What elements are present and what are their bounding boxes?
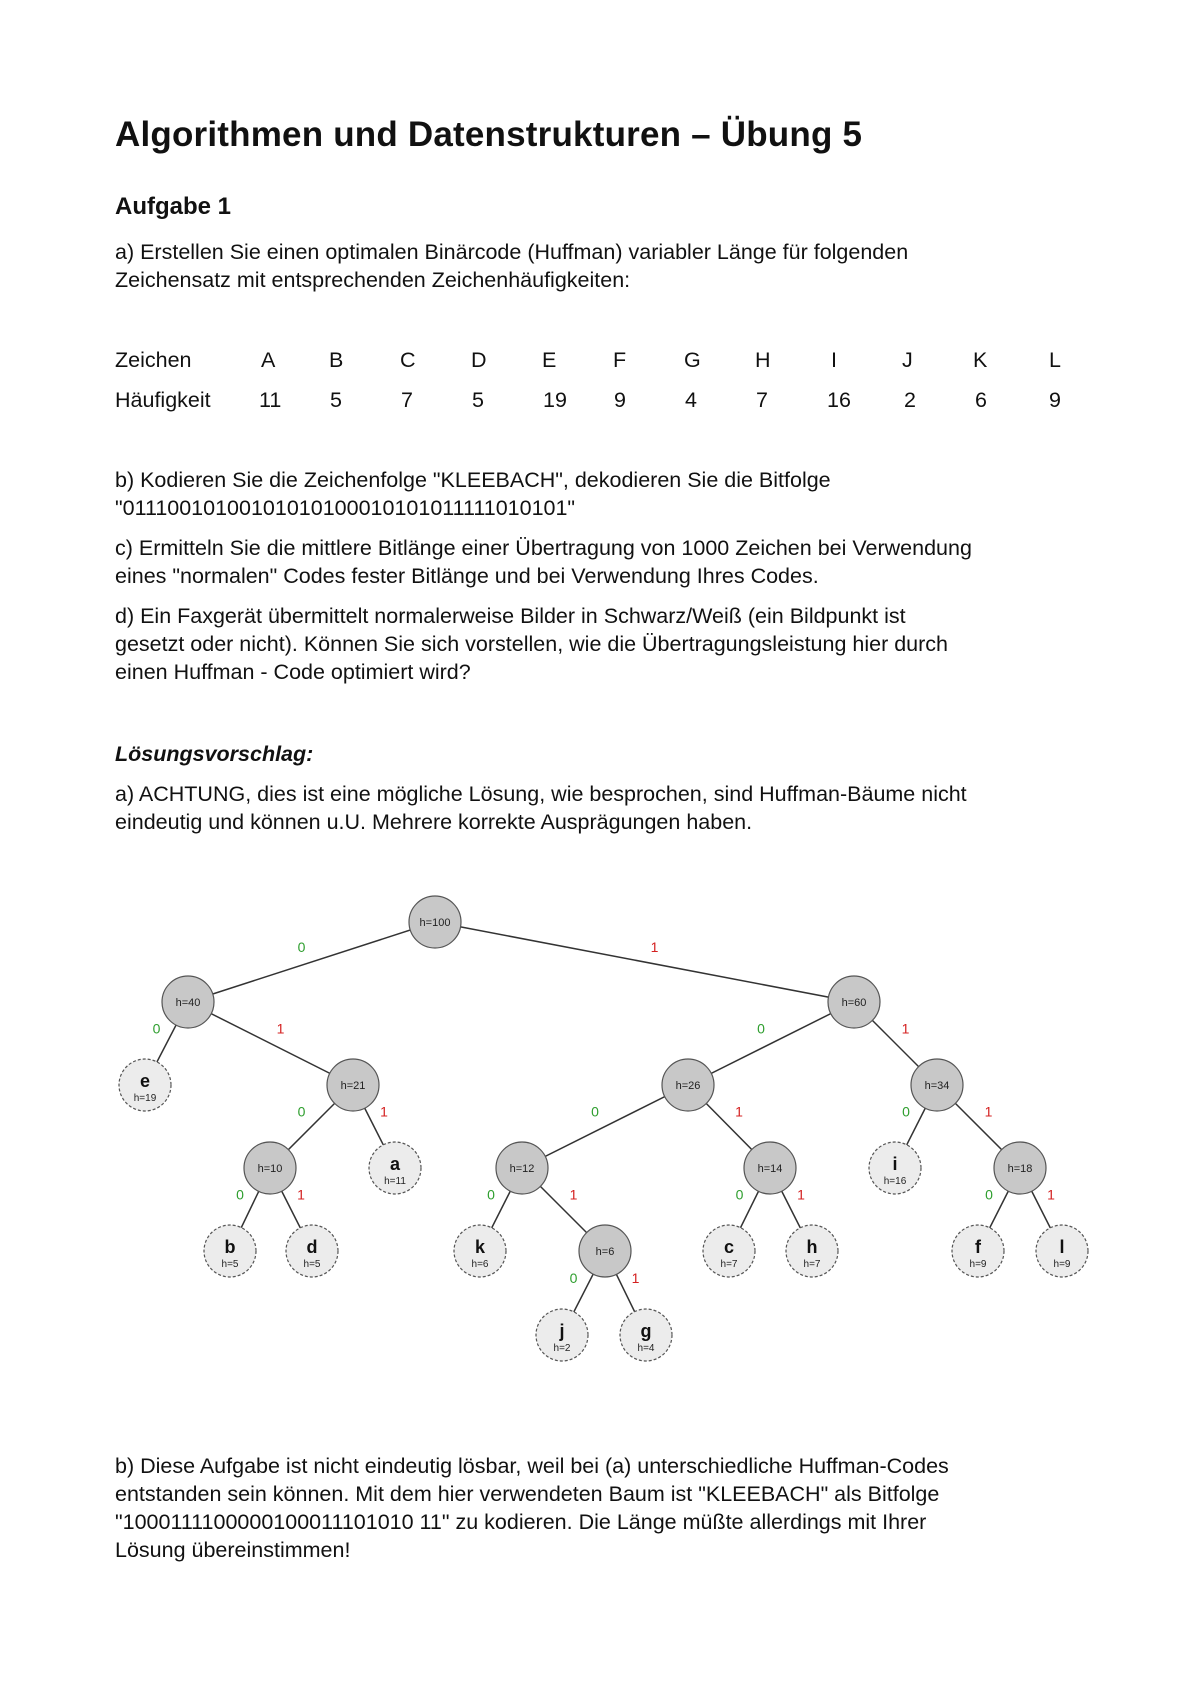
edge-bit-label: 1 (1047, 1186, 1055, 1203)
edge-bit-label: 0 (236, 1186, 244, 1203)
table-cell: K (973, 348, 988, 372)
edge-bit-label: 1 (901, 1020, 910, 1037)
table-cell: J (902, 348, 913, 372)
task-d-line: gesetzt oder nicht). Können Sie sich vorstellen, wie die Übertragungsleistung hier durch (115, 632, 948, 656)
leaf-freq-label: h=11 (384, 1176, 406, 1187)
leaf-freq-label: h=6 (471, 1259, 489, 1270)
table-cell: 11 (259, 388, 282, 412)
edge-bit-label: 1 (569, 1186, 578, 1203)
inner-node-label: h=21 (340, 1080, 366, 1092)
table-cell: 9 (1049, 388, 1061, 412)
leaf-char-label: j (559, 1321, 565, 1341)
tree-edge (435, 922, 854, 1002)
leaf-char-label: b (224, 1237, 236, 1257)
leaf-freq-label: h=7 (803, 1259, 821, 1270)
table-cell: B (329, 348, 344, 372)
leaf-freq-label: h=4 (637, 1343, 655, 1354)
table-cell: F (613, 348, 627, 372)
task-c-line: c) Ermitteln Sie die mittlere Bitlänge einer Übertragung von 1000 Zeichen bei Verwendung (115, 536, 972, 560)
table-cell: I (831, 348, 837, 372)
solution-b-line: "1000111100000100011101010 11" zu kodieren. Die Länge müßte allerdings mit Ihrer (115, 1510, 927, 1534)
leaf-freq-label: h=5 (221, 1259, 239, 1270)
table-cell: 19 (543, 388, 567, 412)
solution-b-line: b) Diese Aufgabe ist nicht eindeutig lösbar, weil bei (a) unterschiedliche Huffman-Codes (115, 1454, 949, 1478)
edge-bit-label: 1 (735, 1103, 743, 1120)
task-b-line: b) Kodieren Sie die Zeichenfolge "KLEEBACH", dekodieren Sie die Bitfolge (115, 468, 831, 492)
table-cell: 9 (614, 388, 626, 412)
leaf-char-label: h (806, 1237, 818, 1257)
edge-bit-label: 0 (297, 1103, 306, 1120)
edge-bit-label: 1 (650, 939, 659, 955)
solution-heading-text: Lösungsvorschlag: (115, 742, 314, 766)
edge-bit-label: 1 (276, 1020, 285, 1037)
leaf-freq-label: h=9 (1053, 1259, 1071, 1270)
leaf-char-label: i (892, 1154, 898, 1174)
page-title: Algorithmen und Datenstrukturen – Übung 5 (115, 115, 863, 154)
edge-bit-label: 0 (487, 1186, 495, 1203)
table-label-freqs: Häufigkeit (115, 388, 211, 412)
table-cell: G (684, 348, 701, 372)
leaf-char-label: g (640, 1321, 652, 1341)
solution-a-line: eindeutig und können u.U. Mehrere korrekte Ausprägungen haben. (115, 810, 753, 834)
table-label-chars: Zeichen (115, 348, 192, 372)
edge-bit-label: 0 (591, 1103, 599, 1120)
table-cell: 7 (756, 388, 768, 412)
leaf-char-label: d (306, 1237, 318, 1257)
edge-bit-label: 0 (152, 1020, 161, 1037)
table-cell: L (1049, 348, 1061, 372)
leaf-char-label: f (975, 1237, 981, 1257)
edge-bit-label: 0 (985, 1186, 993, 1203)
table-cell: 6 (975, 388, 987, 412)
solution-b-line: entstanden sein können. Mit dem hier verwendeten Baum ist "KLEEBACH" als Bitfolge (115, 1482, 940, 1506)
leaf-freq-label: h=2 (553, 1343, 571, 1354)
leaf-char-label: a (389, 1154, 401, 1174)
task-heading: Aufgabe 1 (115, 193, 232, 220)
table-cell: E (542, 348, 557, 372)
task-c-line: eines "normalen" Codes fester Bitlänge und bei Verwendung Ihres Codes. (115, 564, 819, 588)
leaf-freq-label: h=16 (883, 1176, 907, 1187)
inner-node-label: h=10 (257, 1163, 283, 1175)
edge-bit-label: 0 (902, 1103, 910, 1120)
table-cell: D (471, 348, 487, 372)
inner-node-label: h=40 (175, 997, 201, 1009)
inner-node-label: h=18 (1007, 1163, 1033, 1175)
edge-bit-label: 1 (297, 1186, 305, 1203)
table-cell: 16 (827, 388, 851, 412)
edge-bit-label: 0 (757, 1020, 765, 1037)
task-b-line: "01110010100101010100010101011111010101" (115, 496, 576, 520)
tree-edge (188, 922, 435, 1002)
inner-node-label: h=34 (924, 1080, 950, 1092)
inner-node-label: h=100 (419, 917, 451, 929)
edge-bit-label: 1 (797, 1186, 805, 1203)
task-a-line: Zeichensatz mit entsprechenden Zeichenhäufigkeiten: (115, 268, 631, 292)
solution-a-line: a) ACHTUNG, dies ist eine mögliche Lösung, wie besprochen, sind Huffman-Bäume nicht (115, 782, 967, 806)
leaf-freq-label: h=7 (720, 1259, 738, 1270)
table-cell: 5 (330, 388, 342, 412)
inner-node-label: h=6 (595, 1246, 615, 1258)
inner-node-label: h=26 (675, 1080, 701, 1092)
solution-b-line: Lösung übereinstimmen! (115, 1538, 351, 1562)
edge-bit-label: 0 (569, 1270, 578, 1286)
table-cell: 4 (685, 388, 697, 412)
edge-bit-label: 0 (297, 939, 306, 955)
leaf-freq-label: h=19 (133, 1093, 157, 1104)
edge-bit-label: 1 (631, 1270, 640, 1286)
leaf-char-label: e (139, 1071, 151, 1091)
leaf-char-label: k (474, 1237, 486, 1257)
table-cell: 2 (904, 388, 916, 412)
task-a-line: a) Erstellen Sie einen optimalen Binärcode (Huffman) variabler Länge für folgenden (115, 240, 909, 264)
inner-node-label: h=60 (841, 997, 867, 1009)
task-d-line: einen Huffman - Code optimiert wird? (115, 660, 471, 684)
leaf-char-label: c (723, 1237, 735, 1257)
inner-node-label: h=14 (757, 1163, 783, 1175)
table-cell: 5 (472, 388, 484, 412)
tree-edge (522, 1085, 688, 1168)
table-cell: H (755, 348, 771, 372)
inner-node-label: h=12 (509, 1163, 535, 1175)
tree-edge (688, 1002, 854, 1085)
edge-bit-label: 1 (984, 1103, 993, 1120)
leaf-freq-label: h=5 (303, 1259, 321, 1270)
table-cell: 7 (401, 388, 413, 412)
table-cell: C (400, 348, 416, 372)
task-d-line: d) Ein Faxgerät übermittelt normalerweise Bilder in Schwarz/Weiß (ein Bildpunkt ist (115, 604, 906, 628)
edge-bit-label: 0 (735, 1186, 744, 1203)
solution-b-text (115, 1452, 1105, 1564)
leaf-freq-label: h=9 (969, 1259, 987, 1270)
tree-edge (188, 1002, 353, 1085)
table-cell: A (261, 348, 276, 372)
edge-bit-label: 1 (380, 1103, 388, 1120)
leaf-char-label: l (1059, 1237, 1065, 1257)
